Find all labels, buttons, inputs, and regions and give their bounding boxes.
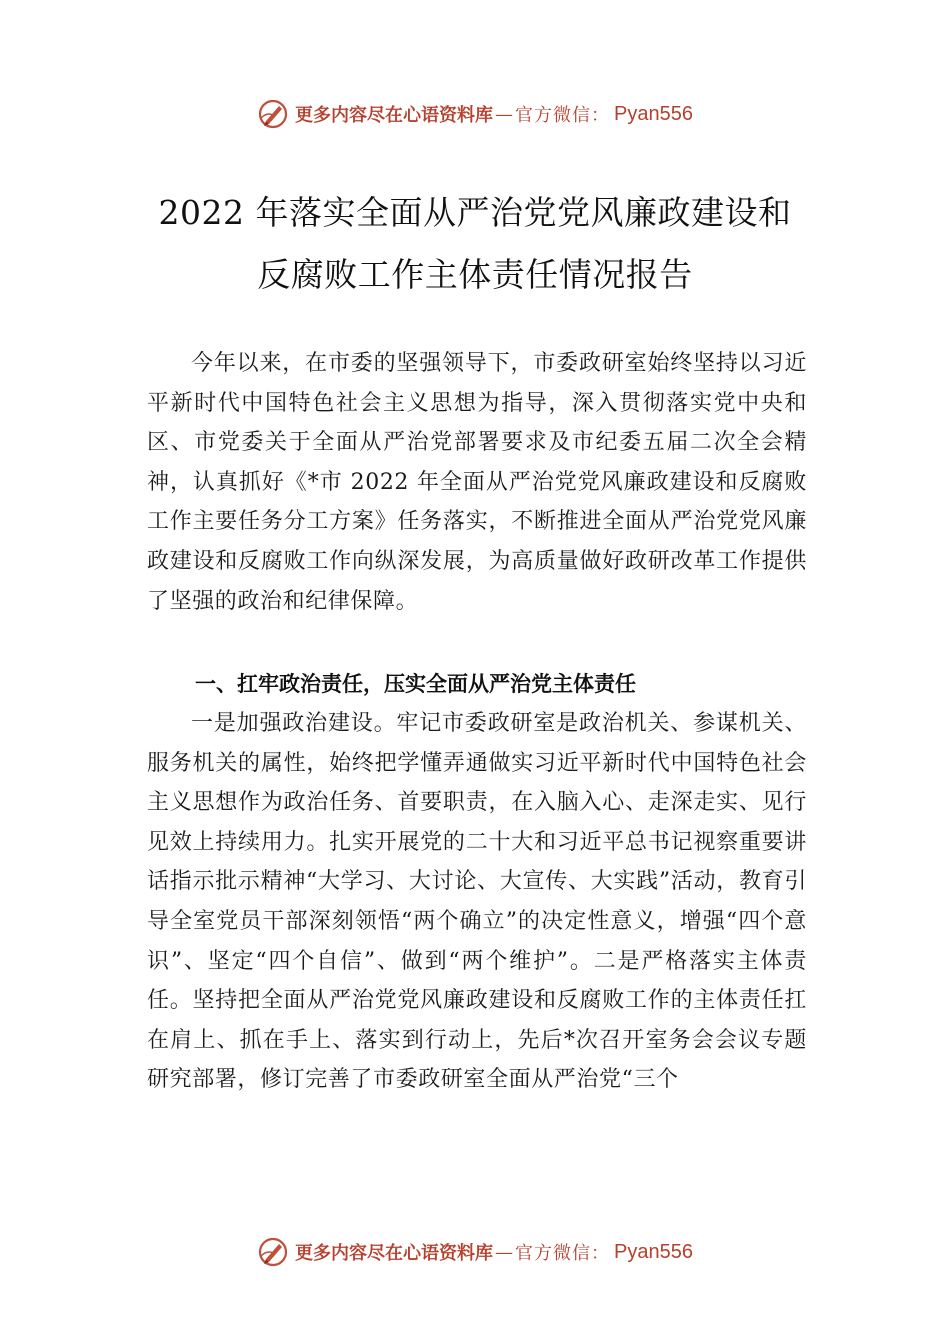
banner-wechat-label: 官方微信： (515, 1243, 611, 1264)
document-title-line-1: 2022 年落实全面从严治党党风廉政建设和 (158, 193, 792, 232)
banner-slogan: 更多内容尽在心语资料库 (295, 105, 494, 126)
header-banner (0, 94, 950, 134)
pen-logo-icon (257, 1236, 289, 1268)
banner-slogan: 更多内容尽在心语资料库 (295, 1243, 494, 1264)
banner-wechat-id: Pyan556 (614, 1240, 693, 1263)
banner-separator: — (495, 1241, 514, 1263)
pen-logo-icon (257, 98, 289, 130)
banner-wechat-label: 官方微信： (515, 105, 611, 126)
footer-banner (0, 1232, 950, 1272)
banner-wechat-id: Pyan556 (614, 102, 693, 125)
section-heading-1: 一、扛牢政治责任，压实全面从严治党主体责任 (195, 672, 636, 696)
paragraph-section-1: 一是加强政治建设。牢记市委政研室是政治机关、参谋机关、服务机关的属性，始终把学懂弄通做实习近平新时代中国特色社会主义思想作为政治任务、首要职责，在入脑入心、走深走实、见行见效上持续用力。扎实开展党的二十大和习近平总书记视察重要讲话指示批示精神“大学习、大讨论、大宣传、大实践”活动，教育引导全室党员干部深刻领悟“两个确立”的决定性意义，增强“四个意识”、坚定“四个自信”、做到“两个维护”。二是严格落实主体责任。坚持把全面从严治党党风廉政建设和反腐败工作的主体责任扛在肩上、抓在手上、落实到行动上，先后*次召开室务会会议专题研究部署，修订完善了市委政研室全面从严治党“三个 (147, 711, 807, 1093)
paragraph-intro: 今年以来，在市委的坚强领导下，市委政研室始终坚持以习近平新时代中国特色社会主义思想为指导，深入贯彻落实党中央和区、市党委关于全面从严治党部署要求及市纪委五届二次全会精神，认真抓好《*市 2022 年全面从严治党党风廉政建设和反腐败工作主要任务分工方案》任务落实，不断推进全面从严治党党风廉政建设和反腐败工作向纵深发展，为高质量做好政研改革工作提供了坚强的政治和纪律保障。 (147, 351, 807, 614)
document-title-line-2: 反腐败工作主体责任情况报告 (257, 255, 693, 294)
banner-separator: — (495, 103, 514, 125)
